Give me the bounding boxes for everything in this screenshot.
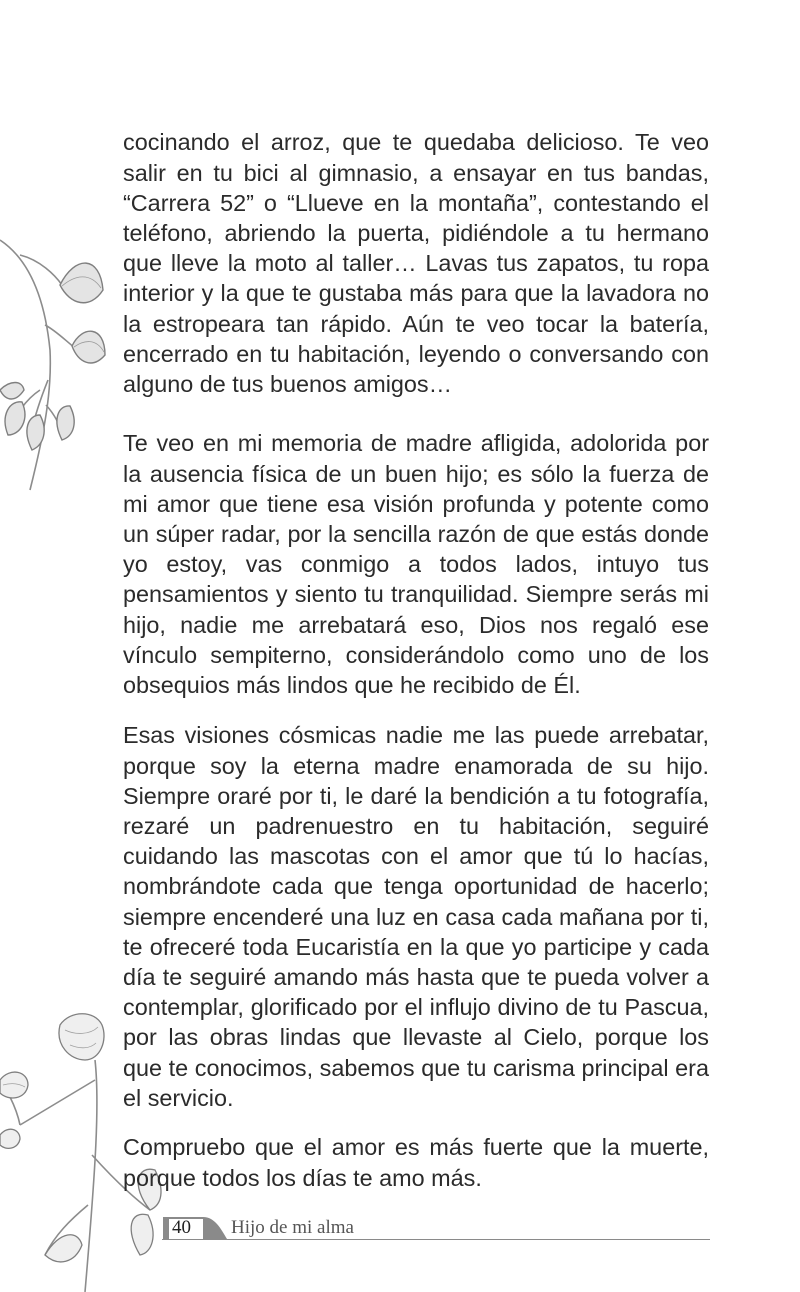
paragraph-3: Esas visiones cósmicas nadie me las puede arrebatar, porque soy la eterna madre enamorada de su hijo. Siempre oraré por ti, le daré la bendición a tu fotografía, rezaré un padrenuestro en tu habitación, seguiré cuidando las mascotas con el amor que tú lo hacías, nombrándote cada que tenga oportunidad de hacerlo; siempre encenderé una luz en casa cada mañana por ti, te ofreceré toda Eucaristía en la que yo participe y cada día te seguiré amando más hasta que te pueda volver a contemplar, glorificado por el influjo divino de tu Pascua, por las obras lindas que llevaste al Cielo, porque los que te conocimos, sabemos que tu carisma principal era el servicio. (123, 722, 709, 1111)
running-title: Hijo de mi alma (231, 1217, 354, 1238)
footer-rule (162, 1239, 710, 1240)
paragraph-2: Te veo en mi memoria de madre afligida, adolorida por la ausencia física de un buen hijo; es sólo la fuerza de mi amor que tiene esa visión profunda y potente como un súper radar, por la sencilla razón de que estás donde yo estoy, vas conmigo a todos lados, intuyo tus pensamientos y siento tu tranquilidad. Siempre serás mi hijo, nadie me arrebatará eso, Dios nos regaló ese vínculo sempiterno, considerándolo como uno de los obsequios más lindos que he recibido de Él. (123, 430, 709, 699)
paragraph-1: cocinando el arroz, que te quedaba delicioso. Te veo salir en tu bici al gimnasio, a ensayar en tus bandas, “Carrera 52” o “Llueve en la montaña”, contestando el teléfono, abriendo la puerta, pidiéndole a tu hermano que lleve la moto al taller… Lavas tus zapatos, tu ropa interior y la que te gustaba más para que la lavadora no la estropeara tan rápido. Aún te veo tocar la batería, encerrado en tu habitación, leyendo o conversando con alguno de tus buenos amigos… (123, 129, 709, 398)
leafy-branch-illustration (0, 230, 110, 500)
paragraph-4: Compruebo que el amor es más fuerte que la muerte, porque todos los días te amo más. (123, 1134, 709, 1191)
page-number: 40 (172, 1217, 191, 1238)
